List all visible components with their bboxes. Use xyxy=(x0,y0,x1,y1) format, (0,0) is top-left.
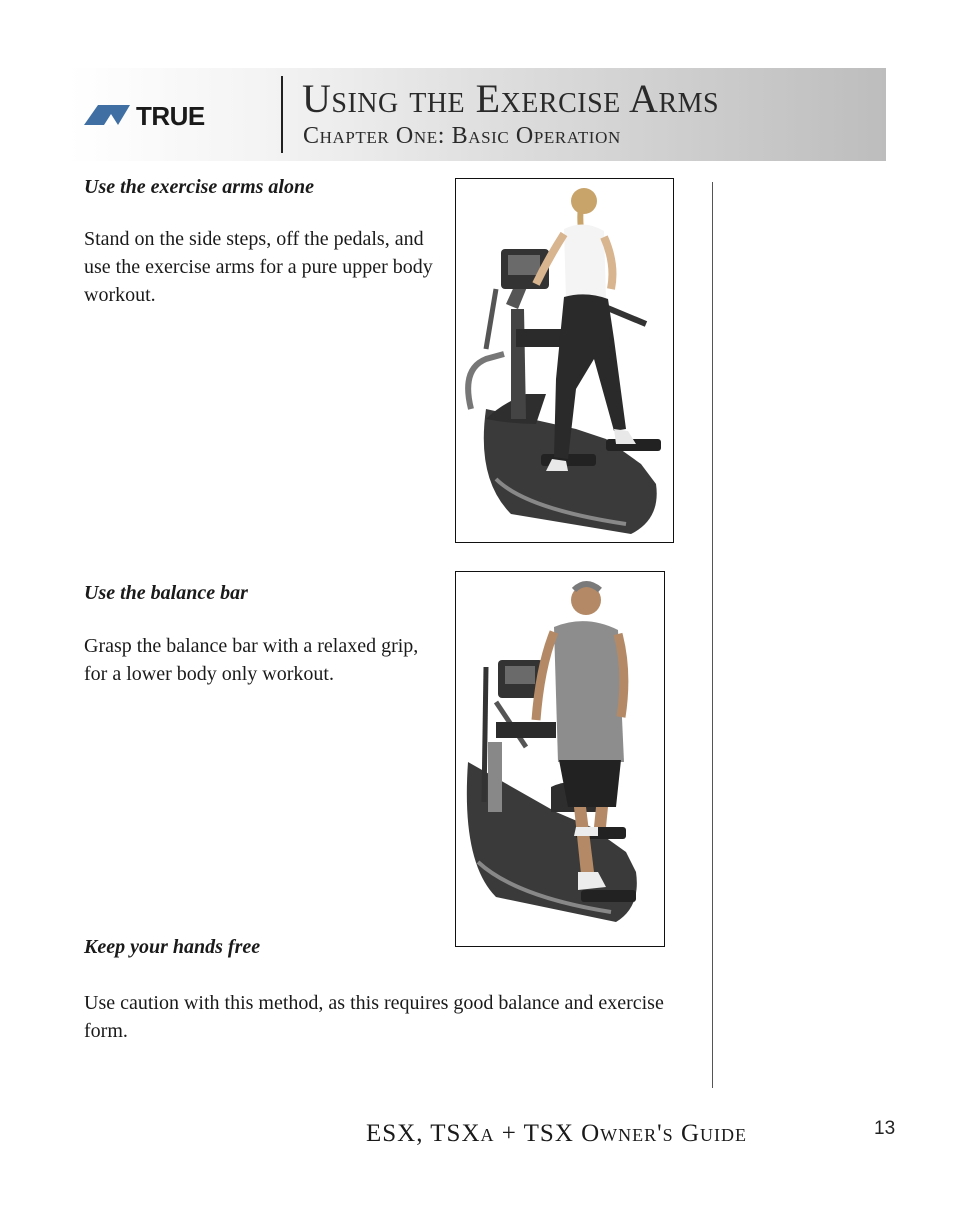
true-logo xyxy=(84,103,254,127)
header-divider xyxy=(281,76,283,153)
elliptical-man-photo-icon xyxy=(456,572,663,945)
section-heading-arms-alone: Use the exercise arms alone xyxy=(84,176,314,198)
elliptical-woman-photo xyxy=(455,178,674,543)
chapter-header xyxy=(68,68,886,161)
page-title: Using the Exercise Arms xyxy=(302,76,720,121)
page-number: 13 xyxy=(874,1118,896,1139)
true-logo-mark-icon xyxy=(84,103,254,127)
section-heading-balance-bar: Use the balance bar xyxy=(84,582,248,604)
elliptical-woman-photo-icon xyxy=(456,179,672,541)
section-body-hands-free: Use caution with this method, as this requires good balance and exercise form. xyxy=(84,992,664,1042)
column-divider xyxy=(712,182,713,1088)
chapter-subtitle: Chapter One: Basic Operation xyxy=(303,123,621,149)
section-heading-hands-free: Keep your hands free xyxy=(84,936,261,958)
section-body-arms-alone: Stand on the side steps, off the pedals, and use the exercise arms for a pure upper body workout. xyxy=(84,228,433,306)
section-body-balance-bar: Grasp the balance bar with a relaxed grip, for a lower body only workout. xyxy=(84,635,419,685)
elliptical-man-photo xyxy=(455,571,665,947)
footer-guide-title: ESX, TSXa + TSX Owner's Guide xyxy=(366,1120,747,1147)
logo-text: TRUE xyxy=(136,103,205,127)
